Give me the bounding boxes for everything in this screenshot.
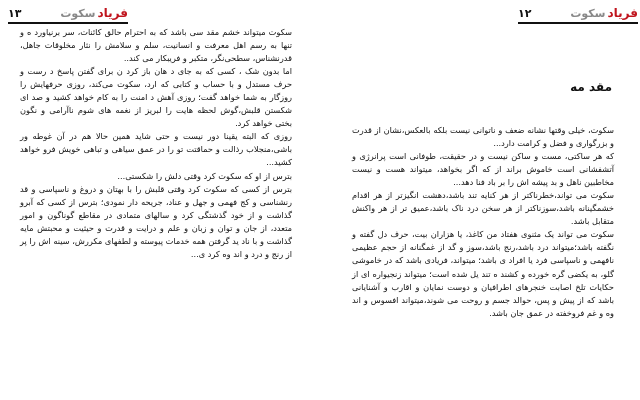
header-title: فریاد (607, 6, 638, 20)
paragraph: بترس از کسی که سکوت کرد وقتی قلبش را با بهتان و دروغ و ناسپاسی و قد رنشناسی و کج فهمی و جهل و عناد، جریحه دار نمودی؛ بترس از کسی که آبرو گذاشت و از خود گذشتگی کرد و سالهای متمادی در مقاطع گوناگون و امور متعدد، از جان و توان و زبان و علم و درایت و قدرت و حیثیت و محبتش مایه گذاشت و با ناد ید گرفتن همه خدمات پیوسته و لطفهای مکررش، سینه اش را پر از رنج و درد و اند وه کرد ی... (20, 183, 292, 259)
paragraph: سکوت میتواند خشم مقد سی باشد که به احترام حالق کائنات، سر برنیاورد ه و تنها به رسم اهل معرفت و انسانیت، سلم و سلامش را نثار مخلوقات جاهل، قدرنشناس، سطحی‌نگر، متکبر و فریبکار می کند.. (20, 27, 292, 64)
paragraph: سکوت می تواند،خطرناکتر از هر کنایه تند باشد،دهشت انگیزتر از هر اقدام خشمگینانه باشد،سوزناکتر از هر سخن درد ناک باشد،عمیق تر از هر واکنش متقابل باشد. (352, 190, 614, 227)
header-rule (8, 22, 128, 24)
paragraph: که هر ساکتی، مست و ساکن نیست و در حقیقت، طوفانی است پرانرژی و آتشفشانی است خاموش براند از که اگر بخواهد، میتواند هست و نیست مخاطبین ناهل و بد پیشه اش را بر باد فنا دهد... (352, 151, 614, 188)
page-number: ١٢ (518, 6, 532, 20)
body-text (20, 26, 292, 261)
header-series: سکوت (570, 6, 606, 20)
body-text (352, 124, 614, 320)
page-header (518, 4, 638, 22)
paragraph: سکوت می تواند یک مثنوی هفتاد من کاغذ، یا هزاران بیت، حرف دل گفته و نگفته باشد؛میتواند درد باشد،رنج باشد،سوز و گد از غمگنانه از حجم عظیمی نافهمی و ناسپاسی فرد یا افراد ی باشد؛ میتواند، فریادی باشد که در خاموشی گلو، به یکضی گره خورده و کشند ه تند یل شده است؛ میتواند زنجیواره ای از حکایات تلخ اصابت خنجرهای اطرافیان و دوست نمایان و اقارب و آشنایانی باشد که از پیش و پس، حوالد جسم و روحت می شوند،میتواند افسوس و اند وه و غم فروخفته در عمق جان باشد. (352, 229, 614, 318)
paragraph: اما بدون شک ، کسی که به جای د هان باز کرد ن برای گفتن پاسخ د رست و حرف مستدل و با حساب و کتابی که ارد، سکوت می‌کند، روزی حرفهایش را روزگار به شما خواهد گفت؛ روزی آهش د امنت را به کام خواهد کشید و صد ای شکستن قلبش،گوش لحظه هایت را لبریز از نغمه های شوم ناآرامی و نگون بختی خواهد کرد. (20, 66, 292, 129)
left-page (0, 0, 318, 400)
header-rule (518, 22, 638, 24)
section-heading: مقد مه (570, 80, 612, 94)
paragraph: سکوت، خیلی وقتها نشانه ضعف و ناتوانی نیست بلکه بالعکس،نشان از قدرت و بزرگواری و فضل و کرامت دارد... (352, 125, 614, 149)
paragraph: بترس از او که سکوت کرد وقتی دلش را شکستی... (117, 170, 292, 181)
page-header (8, 4, 128, 22)
page-number: ١٣ (8, 6, 22, 20)
right-page (322, 0, 640, 400)
header-title: فریاد (97, 6, 128, 20)
header-series: سکوت (60, 6, 96, 20)
paragraph: روزی که البته یقینا دور نیست و حتی شاید همین حالا هم در آن غوطه ور باشی،منجلاب رذالت و حماقتت تو را در عمق سیاهی و تباهی خویش فرو خواهد کشید... (20, 131, 292, 168)
